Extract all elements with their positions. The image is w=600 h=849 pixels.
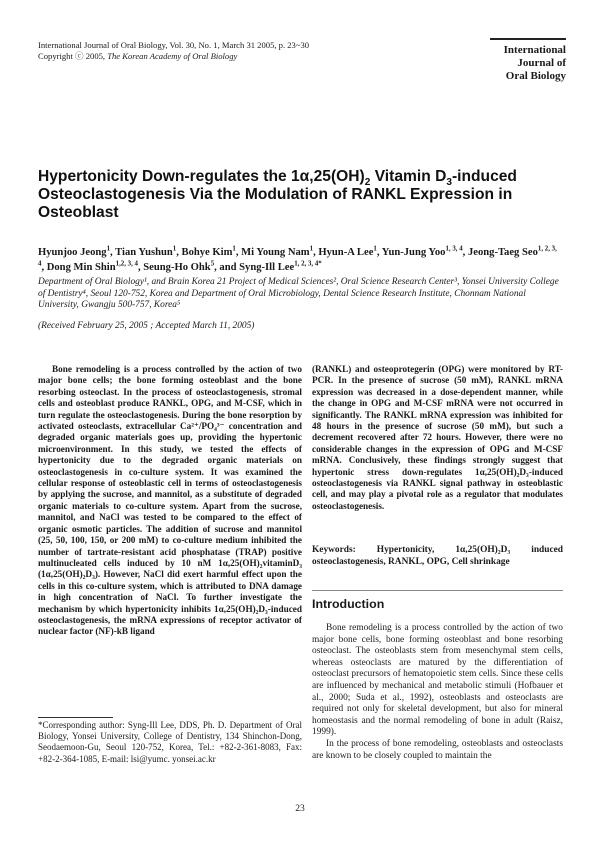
author-affiliation-marker: 1 — [309, 245, 314, 253]
footnote-divider — [38, 717, 113, 718]
journal-info — [38, 40, 309, 62]
author-affiliation-marker: 1 — [172, 245, 177, 253]
author-name: Yun-Jung Yoo — [381, 247, 446, 258]
author-name: Tian Yushun — [115, 247, 173, 258]
author-list: Hyunjoo Jeong$^1$, Tian Yushun$^1$, Bohye Kim$^1$, Mi Young Nam$^1$, Hyun-A Lee$^1$, Yun-Jung Yoo$^{1, 3, 4}$, Jeong-Taeg Seo$^{1, 2, 3, 4}$, Dong Min Shin$^{1,2, 3, 4}$, Seung-Ho Ohk$^5$, and Syng-Ill Lee$^{1, 2, 3, 4*}$ — [38, 245, 557, 273]
section-heading-introduction: Introduction — [312, 597, 385, 611]
author-name: Hyunjoo Jeong — [38, 247, 107, 258]
introduction-paragraph: In the process of bone remodeling, osteoblasts and osteoclasts are known to be closely coupled to maintain the — [312, 738, 563, 761]
journal-box-line1: International — [503, 44, 566, 56]
copyright-line — [38, 51, 309, 62]
author-name: Bohye Kim — [181, 247, 233, 258]
copyright-prefix: Copyright ⓒ 2005, — [38, 51, 108, 61]
journal-logo-box — [490, 38, 566, 83]
abstract-left-column: Bone remodeling is a process controlled by the action of two major bone cells; the bone forming osteoblast and the bone resorbing osteoclast. In the process of osteoclastogenesis, stromal cells and osteoblast produce RANKL, OPG, and M-CSF, which in turn regulate the osteoclastogenesis. During the bone resorption by activated osteoclasts, extracellular Ca²⁺/PO₄³⁻ concentration and degraded organic materials goes up, providing the hypertonic microenvironment. In this study, we tested the effects of hypertonicity due to the degraded organic materials on osteoclastogenesis in co-culture system. It was examined the cellular response of osteoblastic cell in terms of osteoclastogenesis by applying the sucrose, and mannitol, as a substitute of degraded organic materials to co-culture system. Apart from the sucrose, mannitol, and NaCl was tested to be compared to the effect of organic osmotic particles. The addition of sucrose and mannitol (25, 50, 100, 150, or 200 mM) to co-culture medium inhibited the number of tartrate-resistant acid phosphatase (TRAP) positive multinucleated cells induced by 10 nM 1α,25(OH)₂vitaminD₃ (1α,25(OH)₂D₃). However, NaCl did exert harmful effect upon the cells in this co-culture system, which is attributed to DNA damage in high concentration of NaCl. To further investigate the mechanism by which hypertonicity inhibits 1α,25(OH)₂D₃-induced osteoclastogenesis, the mRNA expressions of receptor activator of nuclear factor (NF)-kB ligand — [38, 364, 302, 637]
keywords-text: Hypertonicity, 1α,25(OH)₂D₃ induced osteoclastogenesis, RANKL, OPG, Cell shrinkage — [312, 545, 563, 567]
author-affiliation-marker: 5 — [210, 260, 215, 268]
author-name: Jeong-Taeg Seo — [467, 247, 538, 258]
corresponding-author-footnote: *Corresponding author: Syng-Ill Lee, DDS, Ph. D. Department of Oral Biology, Yonsei University, College of Dentistry, 134 Shinchon-Dong, Seodaemoon-Gu, Seoul 120-752, Korea, Tel.: +82-2-361-8083, Fax: +82-2-364-1085, E-mail: lsi@yumc. yonsei.ac.kr — [38, 720, 302, 764]
keywords-label: Keywords: — [312, 545, 356, 555]
section-divider — [312, 590, 563, 591]
author-affiliation-marker: 1 — [106, 245, 111, 253]
author-name: Mi Young Nam — [241, 247, 310, 258]
author-affiliation-marker: 1 — [373, 245, 377, 253]
article-title: Hypertonicity Down-regulates the $1\alpha,25(OH)_2$ Vitamin $D_3$-induced Osteoclastogenesis Via the Modulation of RANKL Expression in Osteoblast — [38, 168, 517, 221]
abstract-right-column: (RANKL) and osteoprotegerin (OPG) were monitored by RT-PCR. In the presence of sucrose (50 mM), RANKL mRNA expression was decreased in a dose-dependent manner, while the change in OPG and M-CSF mRNA were not occurred in significantly. The RANKL mRNA expression was inhibited for 48 hours in the presence of sucrose (50 mM), but such a decrement recovered after 72 hours. However, there were no considerable changes in the expression of OPG and M-CSF mRNA. Conclusively, these findings strongly suggest that hypertonic stress down-regulates 1α,25(OH)₂D₃-induced osteoclastogenesis via RANKL signal pathway in osteoblastic cell, and may play a pivotal role as a regulator that modulates osteoclastogenesis. — [312, 364, 563, 511]
page-number: 23 — [295, 803, 305, 814]
author-affiliation-marker: 1,2, 3, 4 — [115, 260, 138, 268]
author-name: Dong Min Shin — [46, 262, 116, 273]
author-affiliation-marker: 1, 2, 3, 4 — [38, 245, 557, 268]
author-affiliation-marker: 1 — [232, 245, 236, 253]
author-affiliation-marker: 1, 3, 4 — [445, 245, 463, 253]
author-name: Syng-Ill Lee — [239, 262, 295, 273]
author-affiliation-marker: 1, 2, 3, 4* — [294, 260, 322, 268]
introduction-body — [312, 623, 563, 762]
journal-box-line3: Oral Biology — [505, 70, 566, 82]
keywords — [312, 545, 563, 568]
journal-box-line2: Journal of — [517, 57, 566, 69]
introduction-paragraph: Bone remodeling is a process controlled by the action of two major bone cells, bone forming osteoblast and bone resorbing osteoclast. The osteoblasts stem from mesenchymal stem cells, whereas osteoclasts are matured by the differentiation of osteoclast precursors of hematopoietic stem cells. Since these cells are influenced by mechanical and metabolic stimuli (Hofbauer et al., 2000; Suda et al., 1992), osteoblasts and osteoclasts are required not only for skeletal development, but also for mineral homeostasis and the normal remodeling of bone in adult (Raisz, 1999). — [312, 623, 563, 738]
affiliations: Department of Oral Biology¹, and Brain Korea 21 Project of Medical Sciences², Oral Science Research Center³, Yonsei University College of Dentistry⁴, Seoul 120-752, Korea and Department of Oral Microbiology, Dental Science Research Institute, Chonnam National University, Gwangju 500-757, Korea⁵ — [38, 277, 559, 310]
journal-citation: International Journal of Oral Biology, Vol. 30, No. 1, March 31 2005, p. 23~30 — [38, 40, 310, 50]
copyright-society: The Korean Academy of Oral Biology — [107, 51, 238, 61]
received-dates: (Received February 25, 2005 ; Accepted March 11, 2005) — [38, 321, 255, 331]
author-name: Seung-Ho Ohk — [143, 262, 211, 273]
author-name: Hyun-A Lee — [318, 247, 374, 258]
